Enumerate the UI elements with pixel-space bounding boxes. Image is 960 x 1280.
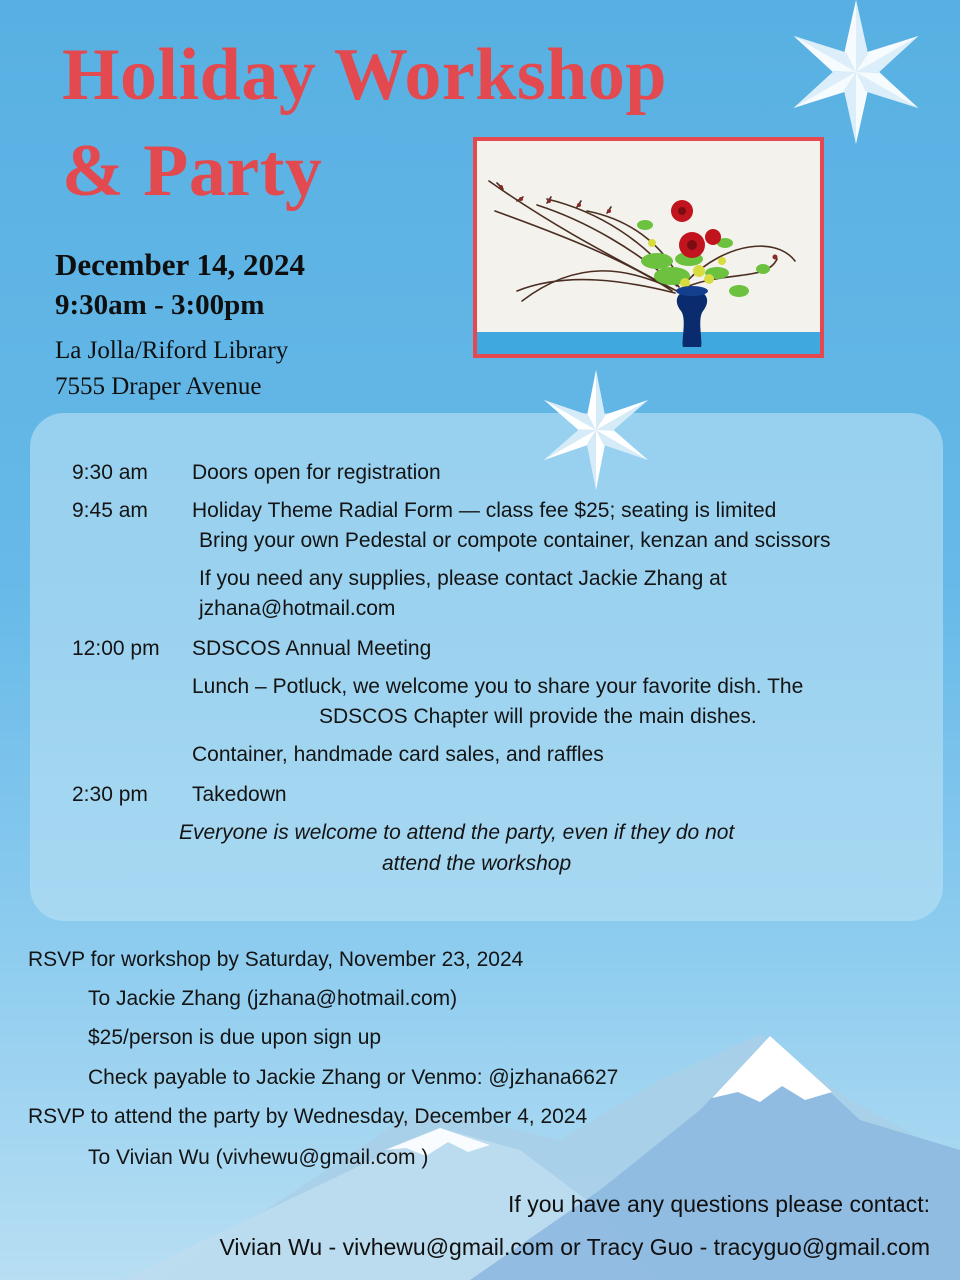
schedule-time-4: 2:30 pm bbox=[72, 783, 148, 806]
event-time: 9:30am - 3:00pm bbox=[55, 289, 265, 321]
welcome-note-line-2: attend the workshop bbox=[382, 852, 572, 875]
rsvp-party-deadline: RSVP to attend the party by Wednesday, December 4, 2024 bbox=[28, 1105, 588, 1128]
schedule-time-2: 9:45 am bbox=[72, 499, 148, 522]
welcome-note-line-1: Everyone is welcome to attend the party, even if they do not bbox=[179, 821, 735, 844]
rsvp-party-contact[interactable]: To Vivian Wu (vivhewu@gmail.com ) bbox=[88, 1146, 429, 1169]
rsvp-payment: Check payable to Jackie Zhang or Venmo: @jzhana6627 bbox=[88, 1066, 619, 1089]
event-date: December 14, 2024 bbox=[55, 247, 305, 282]
photo-base bbox=[477, 332, 820, 354]
schedule-item-4: Takedown bbox=[192, 783, 287, 806]
schedule-item-3-sales: Container, handmade card sales, and raffles bbox=[192, 743, 604, 766]
title-line-2: & Party bbox=[62, 130, 323, 212]
snowflake-icon bbox=[760, 0, 960, 160]
schedule-time-1: 9:30 am bbox=[72, 461, 148, 484]
rsvp-workshop-contact[interactable]: To Jackie Zhang (jzhana@hotmail.com) bbox=[88, 987, 458, 1010]
schedule-time-3: 12:00 pm bbox=[72, 637, 160, 660]
schedule-item-1: Doors open for registration bbox=[192, 461, 441, 484]
title-line-1: Holiday Workshop bbox=[62, 34, 668, 116]
rsvp-workshop-deadline: RSVP for workshop by Saturday, November 23, 2024 bbox=[28, 948, 524, 971]
schedule-item-2-supplies: If you need any supplies, please contact Jackie Zhang at bbox=[199, 567, 727, 590]
supplies-email[interactable]: jzhana@hotmail.com bbox=[199, 597, 396, 620]
event-location: La Jolla/Riford Library bbox=[55, 337, 289, 364]
rsvp-fee: $25/person is due upon sign up bbox=[88, 1026, 382, 1049]
event-address: 7555 Draper Avenue bbox=[55, 373, 262, 400]
schedule-item-3-lunch: Lunch – Potluck, we welcome you to share your favorite dish. The bbox=[192, 675, 804, 698]
ikebana-photo bbox=[473, 137, 824, 358]
questions-contacts[interactable]: Vivian Wu - vivhewu@gmail.com or Tracy Guo - tracyguo@gmail.com bbox=[219, 1234, 930, 1260]
schedule-item-2-detail: Bring your own Pedestal or compote container, kenzan and scissors bbox=[199, 529, 831, 552]
schedule-item-3-lunch-cont: SDSCOS Chapter will provide the main dishes. bbox=[319, 705, 757, 728]
schedule-item-3: SDSCOS Annual Meeting bbox=[192, 637, 432, 660]
schedule-item-2: Holiday Theme Radial Form — class fee $25; seating is limited bbox=[192, 499, 777, 522]
snowflake-icon bbox=[528, 368, 668, 498]
questions-prompt: If you have any questions please contact: bbox=[508, 1191, 930, 1217]
